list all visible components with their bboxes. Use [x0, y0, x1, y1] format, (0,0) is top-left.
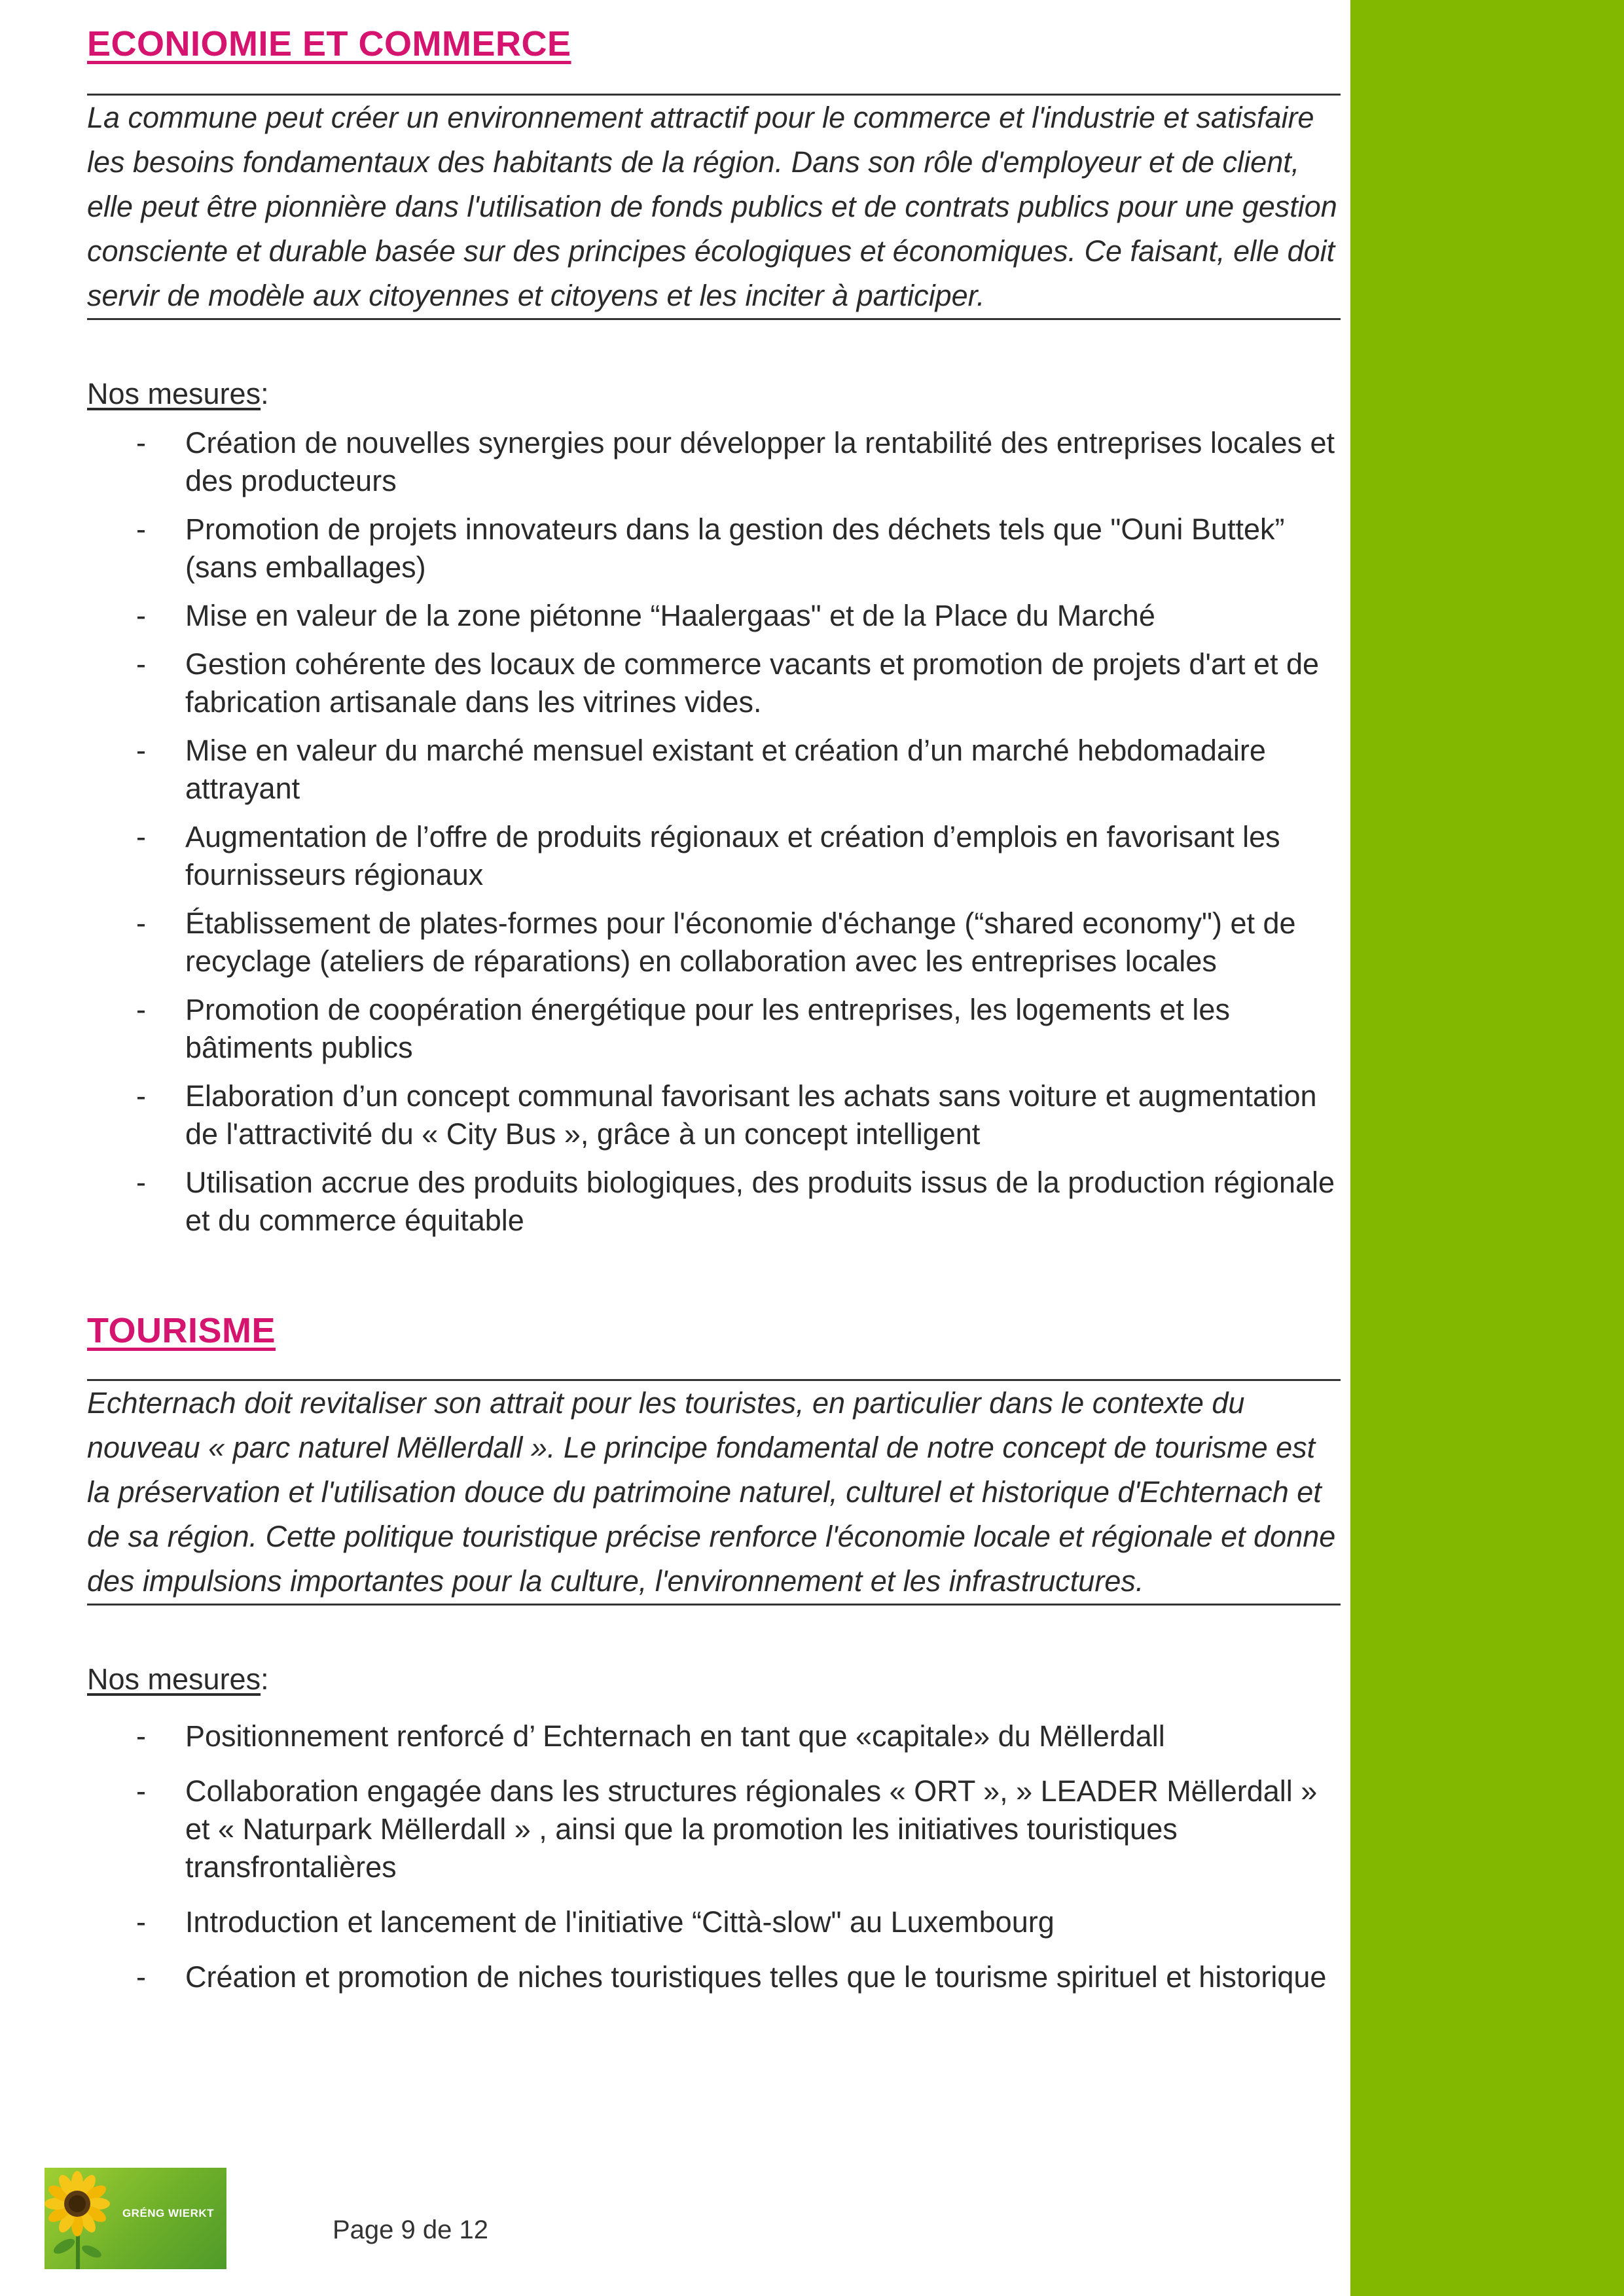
- list-item-text: Collaboration engagée dans les structures régionales « ORT », » LEADER Mëllerdall » et « Naturpark Mëllerdall » , ainsi que la promotion les initiatives touristiques transfrontalières: [185, 1774, 1318, 1884]
- measures-label: [87, 374, 269, 414]
- list-item: [87, 597, 1341, 635]
- section-title-economie: ECONIOMIE ET COMMERCE: [87, 24, 571, 63]
- list-item: [87, 1717, 1341, 1755]
- measures-label-colon: :: [261, 377, 269, 410]
- measures-label-text: Nos mesures: [87, 1662, 261, 1696]
- bullet-dash: -: [136, 993, 146, 1026]
- list-item-text: Elaboration d’un concept communal favorisant les achats sans voiture et augmentation de l'attractivité du « City Bus », grâce à un concept intelligent: [185, 1079, 1317, 1151]
- bullet-dash: -: [136, 599, 146, 632]
- measures-label-colon: :: [261, 1662, 269, 1696]
- section-title-tourisme: TOURISME: [87, 1311, 276, 1350]
- list-item: [87, 424, 1341, 500]
- section-intro-tourisme: [87, 1379, 1341, 1605]
- list-item-text: Positionnement renforcé d’ Echternach en tant que «capitale» du Mëllerdall: [185, 1719, 1165, 1753]
- list-item: [87, 1958, 1341, 1996]
- list-item-text: Introduction et lancement de l'initiative “Città-slow" au Luxembourg: [185, 1905, 1055, 1939]
- list-item: [87, 1903, 1341, 1941]
- list-item: [87, 1772, 1341, 1886]
- list-item: [87, 905, 1341, 980]
- bullet-dash: -: [136, 1079, 146, 1113]
- list-item: [87, 818, 1341, 894]
- list-item-text: Augmentation de l’offre de produits régionaux et création d’emplois en favorisant les fournisseurs régionaux: [185, 820, 1280, 891]
- bullet-dash: -: [136, 1960, 146, 1994]
- logo-text: GRÉNG WIERKT: [122, 2207, 215, 2219]
- bullet-dash: -: [136, 906, 146, 940]
- intro-paragraph: Echternach doit revitaliser son attrait pour les touristes, en particulier dans le contexte du nouveau « parc naturel Mëllerdall ». Le principe fondamental de notre concept de tourisme est la préservation et l'utilisation douce du patrimoine naturel, culturel et historique d'Echternach et de sa région. Cette politique touristique précise renforce l'économie locale et régionale et donne des impulsions importantes pour la culture, l'environnement et les infrastructures.: [87, 1386, 1336, 1598]
- list-item: [87, 732, 1341, 808]
- list-item-text: Gestion cohérente des locaux de commerce vacants et promotion de projets d'art et de fabrication artisanale dans les vitrines vides.: [185, 647, 1320, 719]
- bullet-dash: -: [136, 1719, 146, 1753]
- bullet-dash: -: [136, 426, 146, 459]
- list-item: [87, 511, 1341, 586]
- measures-list-economie: [87, 424, 1341, 1240]
- list-item: [87, 645, 1341, 721]
- list-item-text: Création et promotion de niches touristiques telles que le tourisme spirituel et historique: [185, 1960, 1327, 1994]
- bullet-dash: -: [136, 820, 146, 853]
- measures-label-text: Nos mesures: [87, 377, 261, 410]
- bullet-dash: -: [136, 1905, 146, 1939]
- side-color-bar: [1350, 0, 1624, 2296]
- measures-list-tourisme: [87, 1717, 1341, 1996]
- bullet-dash: -: [136, 647, 146, 681]
- measures-label: [87, 1660, 269, 1699]
- list-item-text: Mise en valeur de la zone piétonne “Haalergaas" et de la Place du Marché: [185, 599, 1155, 632]
- list-item: [87, 1077, 1341, 1153]
- list-item: [87, 991, 1341, 1067]
- list-item-text: Établissement de plates-formes pour l'économie d'échange (“shared economy") et de recyclage (ateliers de réparations) en collaboration avec les entreprises locales: [185, 906, 1296, 978]
- list-item: [87, 1164, 1341, 1240]
- intro-paragraph: La commune peut créer un environnement attractif pour le commerce et l'industrie et satisfaire les besoins fondamentaux des habitants de la région. Dans son rôle d'employeur et de client, elle peut être pionnière dans l'utilisation de fonds publics et de contrats publics pour une gestion consciente et durable basée sur des principes écologiques et économiques. Ce faisant, elle doit servir de modèle aux citoyennes et citoyens et les inciter à participer.: [87, 101, 1337, 312]
- bullet-dash: -: [136, 1166, 146, 1199]
- list-item-text: Utilisation accrue des produits biologiques, des produits issus de la production régionale et du commerce équitable: [185, 1166, 1335, 1237]
- list-item-text: Promotion de projets innovateurs dans la gestion des déchets tels que "Ouni Buttek” (sans emballages): [185, 512, 1285, 584]
- list-item-text: Création de nouvelles synergies pour développer la rentabilité des entreprises locales et des producteurs: [185, 426, 1335, 497]
- list-item-text: Promotion de coopération énergétique pour les entreprises, les logements et les bâtiments publics: [185, 993, 1230, 1064]
- greng-logo: [45, 2168, 226, 2269]
- sunflower-icon: [45, 2168, 110, 2269]
- bullet-dash: -: [136, 734, 146, 767]
- bullet-dash: -: [136, 512, 146, 546]
- section-intro-economie: [87, 94, 1341, 320]
- bullet-dash: -: [136, 1774, 146, 1808]
- page-number: Page 9 de 12: [333, 2215, 488, 2244]
- list-item-text: Mise en valeur du marché mensuel existant et création d’un marché hebdomadaire attrayant: [185, 734, 1266, 805]
